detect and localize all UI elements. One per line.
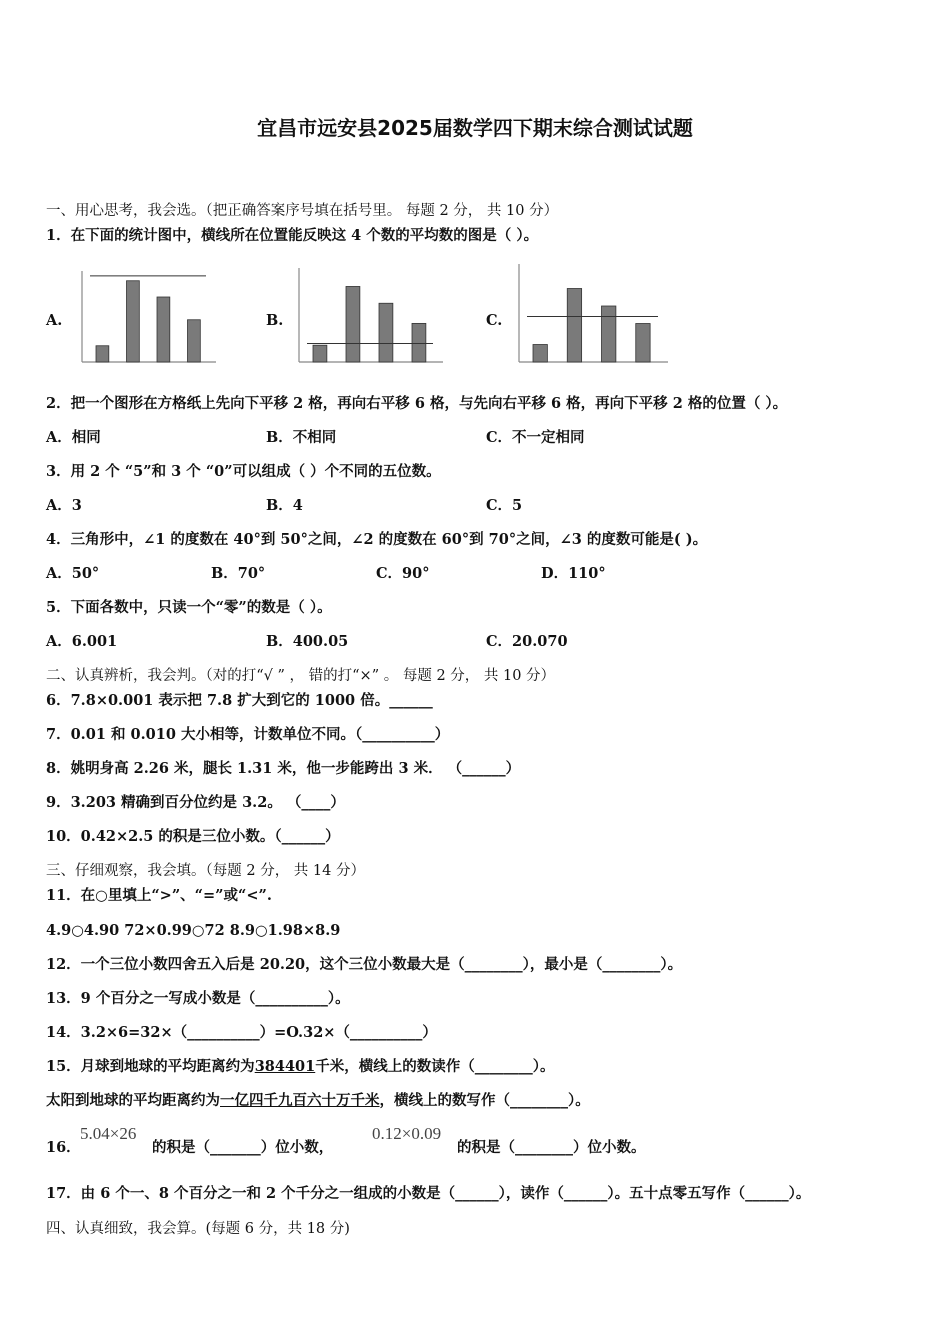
q4-option-a: A．50°: [46, 565, 100, 582]
question-15a: 15．月球到地球的平均距离约为384401千米，横线上的数读作（________）。: [46, 1058, 555, 1075]
question-1: 1．在下面的统计图中，横线所在位置能反映这 4 个数的平均数的图是（ ）。: [46, 227, 539, 244]
q5-option-c: C．20.070: [486, 633, 568, 650]
chart-c: [515, 258, 670, 365]
chart-b-bar-4: [412, 323, 426, 362]
q2-option-c: C．不一定相同: [486, 429, 585, 446]
q16-middle-text: 的积是（_______）位小数，: [152, 1139, 334, 1156]
question-15b: 太阳到地球的平均距离约为一亿四千九百六十万千米，横线上的数写作（________）。: [46, 1092, 590, 1109]
question-2: 2．把一个图形在方格纸上先向下平移 2 格，再向右平移 6 格，与先向右平移 6 格，再向下平移 2 格的位置（ ）。: [46, 395, 788, 412]
q5-option-a: A．6.001: [46, 633, 118, 650]
page-title: 宜昌市远安县2025届数学四下期末综合测试试题: [257, 116, 693, 140]
q15-underlined-number: 384401: [254, 1058, 316, 1075]
question-11-expressions: 4.9○4.90 72×0.99○72 8.9○1.98×8.9: [46, 922, 341, 939]
chart-c-bar-4: [636, 324, 650, 363]
chart-b: [295, 262, 445, 365]
question-7: 7．0.01 和 0.010 大小相等，计数单位不同。（__________）: [46, 726, 450, 743]
q4-option-b: B．70°: [211, 565, 266, 582]
question-5: 5．下面各数中，只读一个“零”的数是（ ）。: [46, 599, 332, 616]
q2-option-b: B．不相同: [266, 429, 337, 446]
chart-b-bar-2: [346, 286, 360, 362]
q3-option-c: C．5: [486, 497, 523, 514]
chart-a-bar-3: [157, 297, 170, 362]
q2-option-a: A．相同: [46, 429, 101, 446]
section1-header: 一、用心思考，我会选。（把正确答案序号填在括号里。 每题 2 分， 共 10 分）: [46, 203, 559, 219]
q5-option-b: B．400.05: [266, 633, 349, 650]
q1-option-b-label: B.: [266, 312, 284, 329]
question-4: 4．三角形中，∠1 的度数在 40°到 50°之间，∠2 的度数在 60°到 70°之间，∠3 的度数可能是( )。: [46, 531, 708, 548]
question-17: 17．由 6 个一、8 个百分之一和 2 个千分之一组成的小数是（______），读作（______）。五十点零五写作（______）。: [46, 1185, 811, 1202]
question-3: 3．用 2 个 “5”和 3 个 “0”可以组成（ ）个不同的五位数。: [46, 463, 441, 480]
question-9: 9．3.203 精确到百分位约是 3.2。 （____）: [46, 794, 345, 811]
question-6: 6．7.8×0.001 表示把 7.8 扩大到它的 1000 倍。______: [46, 692, 433, 709]
chart-a-bar-2: [127, 281, 140, 362]
q4-option-c: C．90°: [376, 565, 430, 582]
q1-option-a-label: A.: [46, 312, 63, 329]
q16-end-text: 的积是（________）位小数。: [457, 1139, 646, 1156]
q15-underlined-words: 一亿四千九百六十万千米: [220, 1092, 380, 1109]
chart-b-bar-3: [379, 303, 393, 362]
chart-c-bar-3: [602, 306, 616, 362]
q3-option-b: B．4: [266, 497, 303, 514]
question-14: 14．3.2×6=32×（__________）=O.32×（__________）: [46, 1024, 437, 1041]
question-12: 12．一个三位小数四舍五入后是 20.20，这个三位小数最大是（________），最小是（________）。: [46, 956, 683, 973]
q1-option-c-label: C.: [486, 312, 503, 329]
q4-option-d: D．110°: [541, 565, 606, 582]
chart-b-bar-1: [313, 345, 327, 362]
question-8: 8．姚明身高 2.26 米，腿长 1.31 米，他一步能跨出 3 米． （______）: [46, 760, 521, 777]
section4-header: 四、认真细致，我会算。(每题 6 分，共 18 分): [46, 1221, 350, 1237]
chart-a: [78, 265, 218, 365]
section3-header: 三、仔细观察，我会填。（每题 2 分， 共 14 分）: [46, 863, 365, 879]
question-10: 10．0.42×2.5 的积是三位小数。（______）: [46, 828, 340, 845]
question-11: 11．在○里填上“>”、“=”或“<”.: [46, 887, 272, 904]
q16-expression-1: 5.04×26: [80, 1124, 137, 1143]
chart-a-bar-4: [188, 320, 201, 362]
chart-a-bar-1: [96, 346, 109, 362]
chart-c-bar-1: [533, 345, 547, 363]
question-13: 13．9 个百分之一写成小数是（__________）。: [46, 990, 350, 1007]
chart-c-bar-2: [567, 289, 581, 363]
q16-expression-2: 0.12×0.09: [372, 1124, 442, 1143]
section2-header: 二、认真辨析，我会判。（对的打“√ ” ， 错的打“×” 。 每题 2 分， 共 10 分）: [46, 668, 556, 684]
q3-option-a: A．3: [46, 497, 82, 514]
question-16-number: 16．: [46, 1139, 81, 1156]
